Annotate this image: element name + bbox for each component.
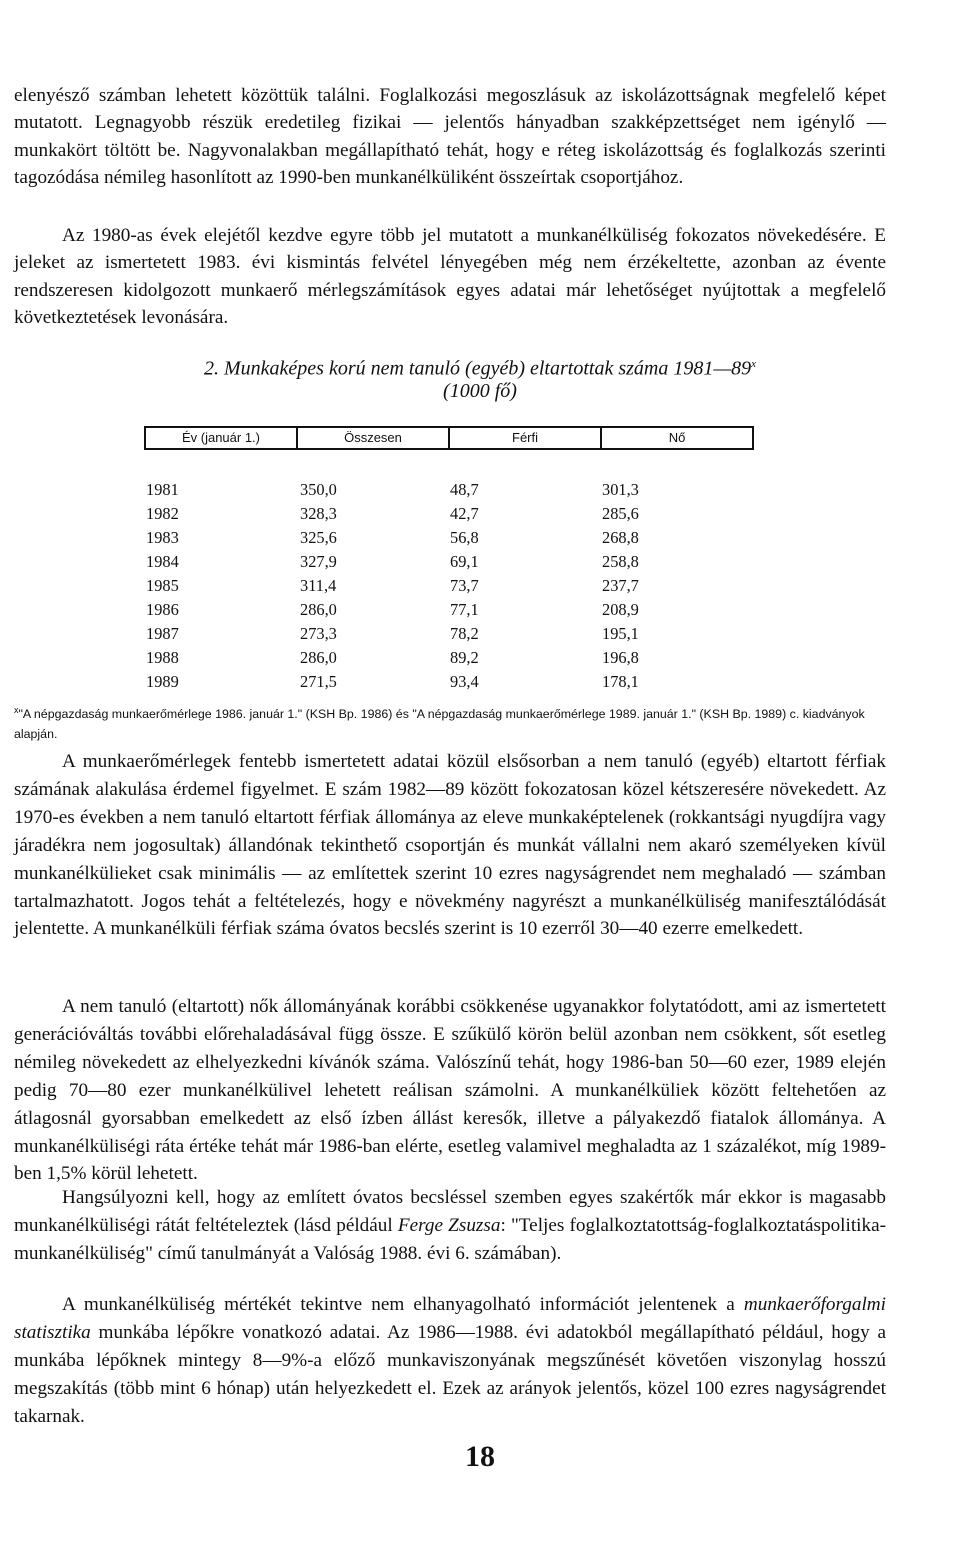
table-cell-male: 89,2 [450, 648, 479, 667]
paragraph-5-text-b: : "Teljes foglalkoztatottság-foglalkoztatáspolitika-munkanélküliség" című tanulmányát a Valóság 1988. évi 6. számában). [14, 1214, 886, 1264]
table-cell-year: 1981 [146, 480, 179, 499]
table-body [146, 478, 754, 694]
paragraph-4: A nem tanuló (eltartott) nők állományának korábbi csökkenése ugyanakkor folytatódott, ami az ismertetett generációváltás további előrehaladásával függ össze. E szűkülő körön belül azonban nem csökkent, sőt esetleg némileg növekedett az elhelyezkedni kívánók száma. Valószínű tehát, hogy 1986-ban 50—60 ezer, 1989 elején pedig 70—80 ezer munkanélkülivel lehetett reálisan számolni. A munkanélküliek között feltehetően az átlagosnál gyorsabban emelkedett az első ízben állást keresők, illetve a pályakezdő fiatalok állománya. A munkanélküliségi ráta értéke tehát már 1986-ban elérte, esetleg valamivel meghaladta az 1 százalékot, míg 1989-ben 1,5% körül lehetett. [14, 996, 886, 1185]
table-row [146, 622, 754, 646]
table-row [146, 670, 754, 694]
page-number: 18 [465, 1440, 495, 1473]
table-cell-male: 78,2 [450, 624, 479, 643]
paragraph-5 [14, 1184, 886, 1268]
footnote-mark: x [14, 705, 19, 715]
paragraph-6-text-b: munkába lépőkre vonatkozó adatai. Az 1986—1988. évi adatokból megállapítható például, hogy a munkába lépőknek mintegy 8—9%-a előző munkaviszonyának megszűnését követően viszonylag hosszú megszakítás (több mint 6 hónap) után helyezkedett el. Ezek az arányok jelentős, közel 100 ezres nagyságrendet takarnak. [14, 1321, 886, 1427]
table-cell-total: 325,6 [300, 528, 337, 547]
table-cell-male: 56,8 [450, 528, 479, 547]
table-cell-male: 42,7 [450, 504, 479, 523]
table-cell-male: 48,7 [450, 480, 479, 499]
paragraph-6 [14, 1291, 886, 1431]
table-header-total: Összesen [298, 428, 450, 448]
table-cell-female: 237,7 [602, 576, 639, 595]
table-cell-total: 311,4 [300, 576, 337, 595]
table-cell-total: 350,0 [300, 480, 337, 499]
table-cell-year: 1986 [146, 600, 179, 619]
table-row [146, 574, 754, 598]
table-cell-year: 1984 [146, 552, 179, 571]
table-row [146, 502, 754, 526]
table-cell-female: 258,8 [602, 552, 639, 571]
table-header-male: Férfi [450, 428, 602, 448]
table-cell-male: 69,1 [450, 552, 479, 571]
table-footnote [14, 700, 886, 744]
table-cell-year: 1985 [146, 576, 179, 595]
table-cell-total: 286,0 [300, 600, 337, 619]
cited-author: Ferge Zsuzsa [397, 1214, 501, 1236]
table-cell-female: 178,1 [602, 672, 639, 691]
table-cell-year: 1987 [146, 624, 179, 643]
table-row [146, 646, 754, 670]
table-header-year: Év (január 1.) [146, 428, 298, 448]
table-cell-male: 93,4 [450, 672, 479, 691]
table-row [146, 526, 754, 550]
table-unit: (1000 fő) [443, 380, 517, 402]
table-cell-female: 195,1 [602, 624, 639, 643]
table-cell-total: 273,3 [300, 624, 337, 643]
table-cell-year: 1988 [146, 648, 179, 667]
table-cell-female: 196,8 [602, 648, 639, 667]
table-cell-total: 328,3 [300, 504, 337, 523]
paragraph-1: elenyésző számban lehetett közöttük találni. Foglalkozási megoszlásuk az iskolázottságnak megfelelő képet mutatott. Legnagyobb részük eredetileg fizikai — jelentős hányadban szakképzettséget nem igénylő — munkakört töltött be. Nagyvonalakban megállapítható tehát, hogy e réteg iskolázottság és foglalkozás szerinti tagozódása némileg hasonlított az 1990-ben munkanélküliként összeírtak csoportjához. [14, 85, 886, 188]
table-cell-female: 285,6 [602, 504, 639, 523]
paragraph-2: Az 1980-as évek elejétől kezdve egyre több jel mutatott a munkanélküliség fokozatos növekedésére. E jeleket az ismertetett 1983. évi kismintás felvétel lényegében még nem érzékeltette, azonban az évente rendszeresen kidolgozott munkaerő mérlegszámítások egyes adatai már lehetőséget nyújtottak a megfelelő következtetések levonására. [14, 225, 886, 328]
emphasized-term: munkaerőforgalmi statisztika [14, 1294, 886, 1343]
table-cell-total: 286,0 [300, 648, 337, 667]
table-header-female: Nő [668, 430, 686, 445]
table-cell-female: 208,9 [602, 600, 639, 619]
table-cell-total: 271,5 [300, 672, 337, 691]
paragraph-6-text-a: A munkanélküliség mértékét tekintve nem elhanyagolható információt jelentenek a [62, 1294, 744, 1315]
table-cell-female: 301,3 [602, 480, 639, 499]
paragraph-3: A munkaerőmérlegek fentebb ismertetett adatai közül elsősorban a nem tanuló (egyéb) eltartott férfiak számának alakulása érdemel figyelmet. E szám 1982—89 között fokozatosan közel kétszeresére növekedett. Az 1970-es években a nem tanuló eltartott férfiak állománya az eleve munkaképtelenek (rokkantsági nyugdíjra vagy járadékra nem jogosultak) állandónak tekinthető csoportján és munkát vállalni nem akaró személyeken kívül munkanélkülieket csak minimális — az említettek szerint 10 ezres nagyságrendet nem meghaladó — számban tartalmazhatott. Jogos tehát a feltételezés, hogy e növekmény nagyrészt a munkanélküliség manifesztálódását jelentette. A munkanélküli férfiak száma óvatos becslés szerint is 10 ezerről 30—40 ezerre emelkedett. [14, 751, 886, 940]
table-cell-year: 1983 [146, 528, 179, 547]
table-title-text: 2. Munkaképes korú nem tanuló (egyéb) eltartottak száma 1981—89 [204, 357, 752, 380]
table-row [146, 598, 754, 622]
table-cell-total: 327,9 [300, 552, 337, 571]
table-header [144, 426, 754, 450]
table-cell-female: 268,8 [602, 528, 639, 547]
paragraph-5-text-a: Hangsúlyozni kell, hogy az említett óvatos becsléssel szemben egyes szakértők már ekkor is magasabb munkanélküliségi rátát feltételeztek (lásd például [14, 1187, 886, 1236]
table-row [146, 478, 754, 502]
table-cell-male: 77,1 [450, 600, 479, 619]
table-cell-year: 1982 [146, 504, 179, 523]
table-row [146, 550, 754, 574]
table-cell-male: 73,7 [450, 576, 479, 595]
table-title-footnote-mark: x [751, 358, 756, 370]
table-cell-year: 1989 [146, 672, 179, 691]
footnote-text: "A népgazdaság munkaerőmérlege 1986. január 1." (KSH Bp. 1986) és "A népgazdaság munkaerőmérlege 1989. január 1." (KSH Bp. 1989) c. kiadványok alapján. [14, 707, 865, 742]
